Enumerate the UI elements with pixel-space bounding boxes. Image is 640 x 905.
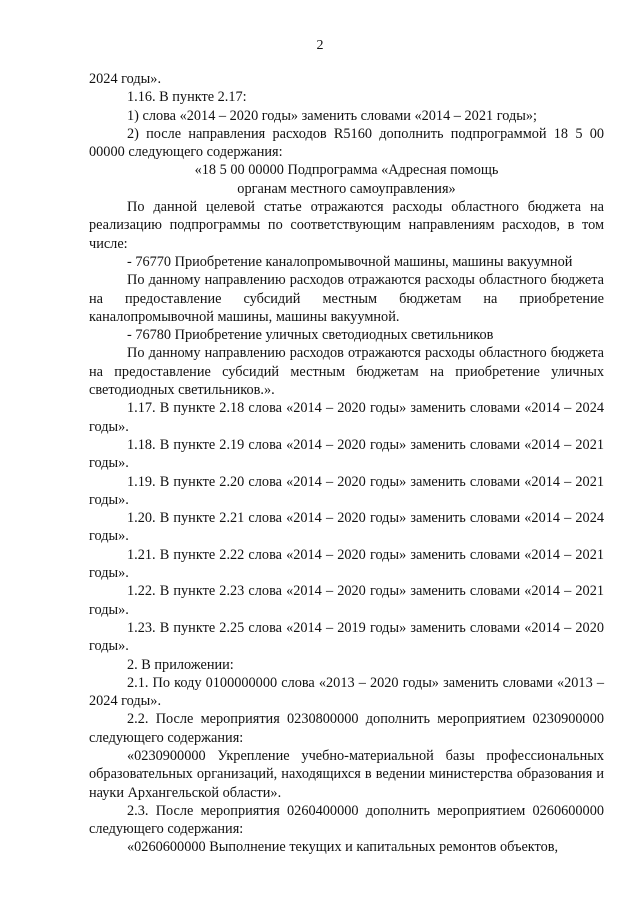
paragraph-item-2-1: 2.1. По коду 0100000000 слова «2013 – 2020 годы» заменить словами «2013 – 2024 годы». [89, 674, 604, 710]
paragraph-continuation: 2024 годы». [89, 71, 162, 87]
paragraph-expense-76770-description: По данному направлению расходов отражаются расходы областного бюджета на предоставление субсидий местным бюджетам на приобретение каналопромывочной машины, машины вакуумной. [89, 272, 604, 325]
paragraph-measure-0230900000: «0230900000 Укрепление учебно-материальной базы профессиональных образовательных организаций, находящихся в ведении министерства образования и науки Архангельской области». [89, 747, 604, 801]
paragraph-subitem-1: 1) слова «2014 – 2020 годы» заменить словами «2014 – 2021 годы»; [127, 107, 537, 124]
paragraph-item-2: 2. В приложении: [127, 656, 234, 673]
paragraph-expense-76780-description: По данному направлению расходов отражаются расходы областного бюджета на предоставление субсидий местным бюджетам на приобретение уличных светодиодных светильников.». [89, 345, 604, 399]
paragraph-measure-0260600000: «0260600000 Выполнение текущих и капитальных ремонтов объектов, [127, 839, 559, 856]
paragraph-item-1-23: 1.23. В пункте 2.25 слова «2014 – 2019 годы» заменить словами «2014 – 2020 годы». [89, 619, 604, 655]
page-number: 2 [316, 38, 324, 53]
paragraph-item-1-22: 1.22. В пункте 2.23 слова «2014 – 2020 годы» заменить словами «2014 – 2021 годы». [89, 583, 604, 618]
paragraph-item-2-3: 2.3. После мероприятия 0260400000 дополнить мероприятием 0260600000 следующего содержания: [89, 802, 604, 838]
paragraph-description: По данной целевой статье отражаются расходы областного бюджета на реализацию подпрограммы по соответствующим направлениям расходов, в том числе: [89, 199, 604, 252]
paragraph-item-2-2: 2.2. После мероприятия 0230800000 дополнить мероприятием 0230900000 следующего содержания: [89, 711, 604, 746]
paragraph-item-1-18: 1.18. В пункте 2.19 слова «2014 – 2020 годы» заменить словами «2014 – 2021 годы». [89, 436, 604, 472]
paragraph-item-1-19: 1.19. В пункте 2.20 слова «2014 – 2020 годы» заменить словами «2014 – 2021 годы». [89, 473, 604, 508]
document-body [89, 70, 604, 857]
paragraph-expense-76780: - 76780 Приобретение уличных светодиодных светильников [127, 327, 494, 344]
subprogram-heading-line-2: органам местного самоуправления» [237, 180, 456, 197]
paragraph-subitem-2: 2) после направления расходов R5160 дополнить подпрограммой 18 5 00 00000 следующего содержания: [89, 125, 604, 161]
paragraph-expense-76770: - 76770 Приобретение каналопромывочной машины, машины вакуумной [127, 253, 573, 270]
paragraph-item-1-17: 1.17. В пункте 2.18 слова «2014 – 2020 годы» заменить словами «2014 – 2024 годы». [89, 400, 604, 435]
paragraph-item-1-21: 1.21. В пункте 2.22 слова «2014 – 2020 годы» заменить словами «2014 – 2021 годы». [89, 546, 604, 582]
paragraph-item-1-16: 1.16. В пункте 2.17: [127, 89, 247, 106]
subprogram-heading-line-1: «18 5 00 00000 Подпрограмма «Адресная помощь [194, 162, 499, 179]
paragraph-item-1-20: 1.20. В пункте 2.21 слова «2014 – 2020 годы» заменить словами «2014 – 2024 годы». [89, 510, 604, 545]
